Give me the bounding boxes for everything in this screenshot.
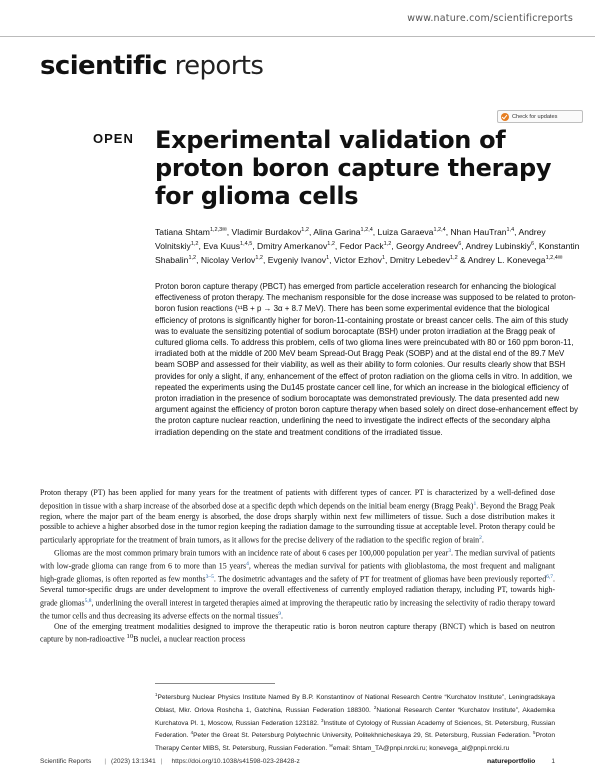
affiliations: $^1$Petersburg Nuclear Physics Institute Named By B.P. Konstantinov of National Research Centre “Kurchatov Institute”, Leningradskaya Oblast, Mkr. Orlova Roshcha 1, Gatchina, Russian Federation 188300. $^2$National Research Center “Kurchatov Institute”, Akademika Kurchatova Pl. 1, Moscow, Russian Federation 123182. $^3$Institute of Cytology of Russian Academy of Sciences, St. Petersburg, Russian Federation. $^4$Peter the Great St. Petersburg Polytechnic University, Politekhnicheskaya 29, St. Petersburg, Russian Federation. $^5$Proton Therapy Center MIBS, St. Petersburg, Russian Federation. ✉email: Shtam_TA@pnpi.nrcki.ru; konevega_al@pnpi.nrcki.ru xyxy=(155,692,556,753)
body-paragraph: Proton therapy (PT) has been applied for many years for the treatment of patients with different types of cancer. PT is characterized by a well-defined dose deposition in tissue with a sharp increase of the absorbed dose at a specific depth which depends on the initial beam energy (Bragg Peak)$^1$. Beyond the Bragg Peak region, where the major part of the beam energy is absorbed, the dose drops sharply within next few millimeters of tissue. Such a dose distribution makes it possible to achieve a higher absorbed dose in the tumor region keeping the radiation damage to the surrounding tissue at acceptable level. Proton therapy could be particularly appropriate for the treatment of brain tumors, as it allows for the precise delivery of the radiation to the specific region of brain$^2$. xyxy=(40,488,556,545)
check-updates-icon xyxy=(501,113,509,121)
abstract: Proton boron capture therapy (PBCT) has emerged from particle acceleration research for enhancing the biological effectiveness of proton therapy. The mechanism responsible for the dose increase was supposed to be related to proton-boron fusion reactions (¹¹B + p → 3α + 8.7 MeV). There has been some experimental evidence that the biological efficiency of protons is significantly higher for boron-11-containing prostate or breast cancer cells. The aim of this study was to evaluate the sensitizing potential of sodium borocaptate (BSH) under proton irradiation at the Bragg peak of cultured glioma cells. To address this problem, cells of two glioma lines were preincubated with 80 or 160 ppm boron-11, irradiated both at the middle of 200 MeV beam Spread-Out Bragg Peak (SOBP) and at the distal end of the 89.7 MeV beam SOBP and assessed for their viability, as well as their ability to form colonies. Our results clearly show that BSH provides for only a slight, if any, enhancement of the effect of proton radiation on the glioma cells in vitro. In addition, we repeated the experiments using the Du145 prostate cancer cell line, for which an increase in the biological efficiency of proton irradiation in the presence of sodium borocaptate was demonstrated previously. The data presented add new argument against the efficiency of proton boron capture therapy when based solely on direct dose-enhancement effect by the proton capture nuclear reaction, underlining the need to investigate the indirect effects of the secondary alpha irradiation depending on the state and treatment conditions of the irradiated tissue. xyxy=(155,282,579,437)
open-access-label: OPEN xyxy=(93,131,134,146)
footer-citation: (2023) 13:1341 xyxy=(111,758,156,765)
footer-doi-link[interactable]: https://doi.org/10.1038/s41598-023-28428-z xyxy=(171,758,300,765)
affiliations-divider xyxy=(155,683,275,684)
body-paragraph: Gliomas are the most common primary brain tumors with an incidence rate of about 6 cases per 100,000 population per year$^3$. The median survival of patients with low-grade glioma can range from 6 to more than 15 years$^4$, whereas the median survival for patients with glioblastoma, the most frequent and malignant high-grade gliomas, is often reported as few months$^{3-5}$. The dosimetric advantages and the safety of PT for treatment of gliomas have been previously reported$^{6,7}$. Several tumor-specific drugs are under development to improve the overall effectiveness of currently employed radiation therapy, including PT, towards high-grade gliomas$^{5,8}$, underlining the overall interest in targeted therapies aimed at improving the therapeutic ratio by increasing the selectivity of radio therapy toward the tumor cells and thus decreasing its adverse effects on the normal tissues$^9$. xyxy=(40,547,556,621)
footer-journal: Scientific Reports xyxy=(40,758,92,765)
footer-separator: | xyxy=(104,758,107,765)
body-text xyxy=(40,488,555,646)
page-number: 1 xyxy=(551,758,555,765)
journal-brand[interactable] xyxy=(40,50,263,82)
footer-separator: | xyxy=(160,758,163,765)
check-updates-label: Check for updates xyxy=(512,113,558,120)
brand-light-text: reports xyxy=(166,51,264,81)
author-list: Tatiana Shtam$^{1,2,3✉}$, Vladimir Burdakov$^{1,2}$, Alina Garina$^{1,2,4}$, Luiza Garaeva$^{1,2,4}$, Nhan HauTran$^{1,4}$, Andrey Volnitskiy$^{1,2}$, Eva Kuus$^{1,4,5}$, Dmitry Amerkanov$^{1,2}$, Fedor Pack$^{1,2}$, Georgy Andreev$^6$, Andrey Lubinskiy$^6$, Konstantin Shabalin$^{1,2}$, Nicolay Verlov$^{1,2}$, Evgeniy Ivanov$^1$, Victor Ezhov$^1$, Dmitry Lebedev$^{1,2}$ & Andrey L. Konevega$^{1,2,4✉}$ xyxy=(155,226,580,265)
brand-bold-text: scientific xyxy=(40,51,167,81)
article-title: Experimental validation of proton boron capture therapy for glioma cells xyxy=(155,126,552,210)
nature-portfolio-logo: natureportfolio xyxy=(486,758,536,765)
check-updates-button[interactable] xyxy=(497,110,583,123)
header-divider xyxy=(0,36,595,37)
page-footer xyxy=(40,758,555,765)
body-paragraph: One of the emerging treatment modalities designed to improve the therapeutic ratio is boron neutron capture therapy (BNCT) which is based on neutron capture by non-radioactive $^{10}$B nuclei, a nuclear reaction process xyxy=(40,621,555,644)
site-url[interactable]: www.nature.com/scientificreports xyxy=(407,13,573,24)
